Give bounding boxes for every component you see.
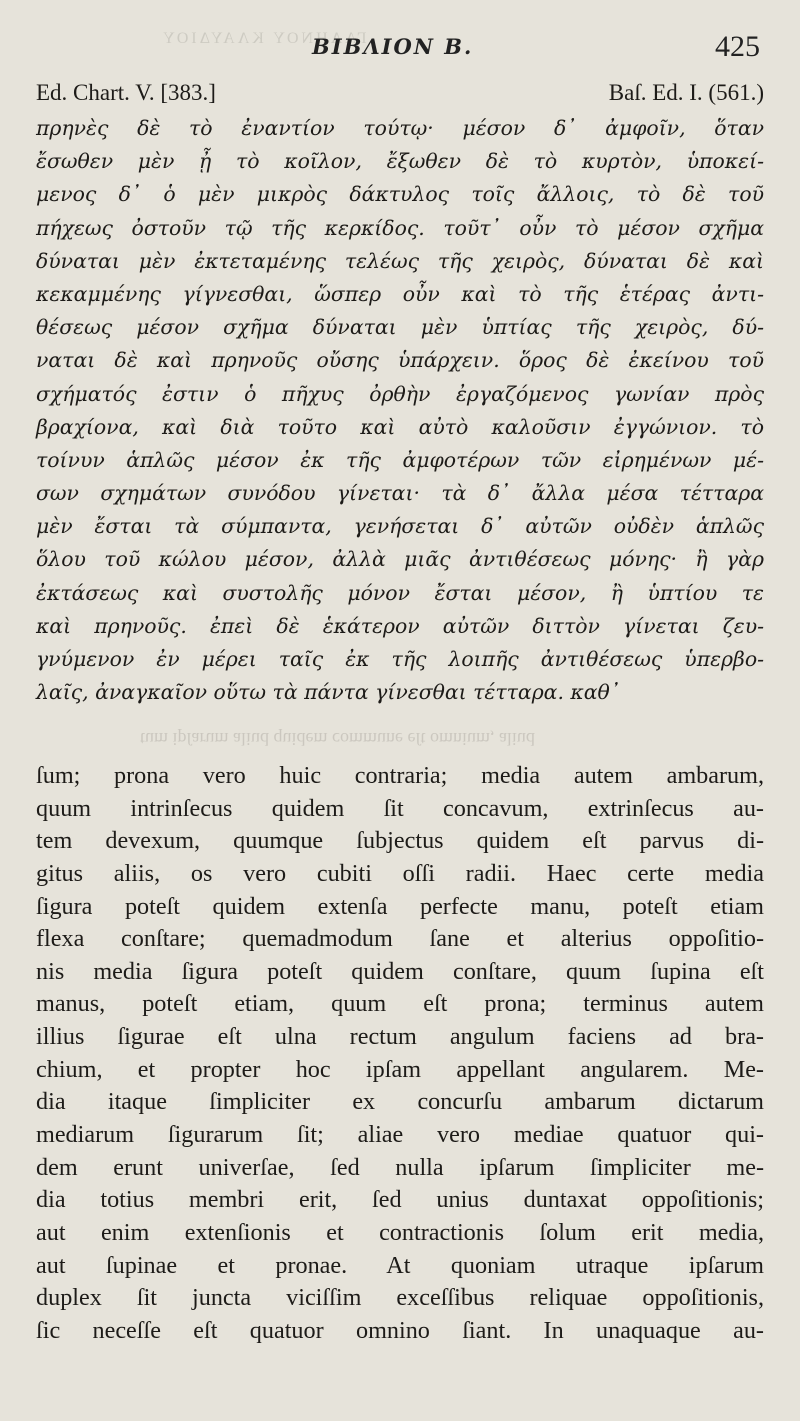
- latin-line: ſum; prona vero huic contraria; media autem ambarum,: [36, 762, 764, 789]
- latin-text-block: [36, 760, 764, 1348]
- latin-line: dem erunt univerſae, ſed nulla ipſarum ſimpliciter me-: [36, 1153, 764, 1181]
- latin-line: aut enim extenſionis et contractionis ſolum erit media,: [36, 1218, 764, 1246]
- bleed-through-decoration: tum ipſarum aliud quidem commune eſt omnium, aliud: [140, 729, 535, 749]
- latin-line: flexa conſtare; quemadmodum ſane et alterius oppoſitio-: [36, 925, 764, 953]
- greek-line: τοίνυν ἁπλῶς μέσον ἐκ τῆς ἀμφοτέρων τῶν εἰρημένων μέ-: [36, 447, 764, 472]
- running-head: [0, 30, 800, 64]
- latin-line: ſic neceſſe eſt quatuor omnino ſiant. In unaquaque au-: [36, 1316, 764, 1344]
- greek-line: ναται δὲ καὶ πρηνοῦς οὔσης ὑπάρχειν. ὅρος δὲ ἐκείνου τοῦ: [36, 348, 764, 373]
- latin-line: tem devexum, quumque ſubjectus quidem eſt parvus di-: [36, 827, 764, 855]
- latin-line: duplex ſit juncta viciſſim exceſſibus reliquae oppoſitionis,: [36, 1284, 764, 1312]
- greek-line: μενος δ᾽ ὁ μὲν μικρὸς δάκτυλος τοῖς ἄλλοις, τὸ δὲ τοῦ: [36, 182, 764, 207]
- greek-line: ἐκτάσεως καὶ συστολῆς μόνον ἔσται μέσον, ἢ ὑπτίου τε: [36, 580, 764, 605]
- greek-line: βραχίονα, καὶ διὰ τοῦτο καὶ αὐτὸ καλοῦσιν ἐγγώνιον. τὸ: [36, 414, 764, 439]
- latin-line: illius ſigurae eſt ulna rectum angulum faciens ad bra-: [36, 1023, 764, 1051]
- greek-line: σων σχημάτων συνόδου γίνεται· τὰ δ᾽ ἄλλα μέσα τέτταρα: [36, 481, 764, 506]
- greek-line: δύναται μὲν ἐκτεταμένης τελέως τῆς χειρὸς, δύναται δὲ καὶ: [36, 248, 764, 273]
- latin-line: aut ſupinae et pronae. At quoniam utraque ipſarum: [36, 1251, 764, 1279]
- greek-line: καὶ πρηνοῦς. ἐπεὶ δὲ ἑκάτερον αὐτῶν διττὸν γίνεται ζευ-: [36, 613, 764, 638]
- greek-line: ὅλου τοῦ κώλου μέσον, ἀλλὰ μιᾶς ἀντιθέσεως μόνης· ἢ γὰρ: [36, 547, 764, 572]
- greek-line: ἔσωθεν μὲν ᾖ τὸ κοῖλον, ἔξωθεν δὲ τὸ κυρτὸν, ὑποκεί-: [36, 149, 764, 174]
- bleed-through-decoration: ΓΑΛΗΝΟΥ ΚΛΑΥΔΙΟΥ: [160, 30, 367, 47]
- greek-line: σχήματός ἐστιν ὁ πῆχυς ὀρθὴν ἐργαζόμενος γωνίαν πρὸς: [36, 381, 764, 406]
- greek-line: γνύμενον ἐν μέρει ταῖς ἐκ τῆς λοιπῆς ἀντιθέσεως ὑπερβο-: [36, 647, 764, 671]
- latin-line: dia itaque ſimpliciter ex concurſu ambarum dictarum: [36, 1088, 764, 1116]
- latin-line: gitus aliis, os vero cubiti oſſi radii. Haec certe media: [36, 859, 764, 887]
- latin-line: manus, poteſt etiam, quum eſt prona; terminus autem: [36, 990, 764, 1018]
- latin-line: mediarum ſigurarum ſit; aliae vero mediae quatuor qui-: [36, 1121, 764, 1149]
- edition-reference-line: [0, 80, 800, 108]
- page-number: 425: [715, 30, 760, 63]
- book-title: BIBΛΙΟΝ B.: [312, 34, 474, 59]
- greek-line: λαῖς, ἀναγκαῖον οὕτω τὰ πάντα γίνεσθαι τέτταρα. καθ᾽: [36, 680, 621, 705]
- chartier-edition-ref: Ed. Chart. V. [383.]: [36, 80, 216, 105]
- latin-line: ſigura poteſt quidem extenſa perfecte manu, poteſt etiam: [36, 892, 764, 920]
- latin-line: dia totius membri erit, ſed unius duntaxat oppoſitionis;: [36, 1186, 764, 1214]
- greek-line: θέσεως μέσον σχῆμα δύναται μὲν ὑπτίας τῆς χειρὸς, δύ-: [36, 315, 764, 340]
- greek-text-block: [36, 112, 764, 709]
- greek-line: πρηνὲς δὲ τὸ ἐναντίον τούτῳ· μέσον δ᾽ ἀμφοῖν, ὅταν: [36, 116, 764, 140]
- basel-edition-ref: Baſ. Ed. I. (561.): [608, 80, 764, 105]
- greek-line: μὲν ἔσται τὰ σύμπαντα, γενήσεται δ᾽ αὐτῶν οὐδὲν ἁπλῶς: [36, 514, 764, 539]
- latin-line: chium, et propter hoc ipſam appellant angularem. Me-: [36, 1055, 764, 1083]
- greek-line: κεκαμμένης γίγνεσθαι, ὥσπερ οὖν καὶ τὸ τῆς ἑτέρας ἀντι-: [36, 281, 764, 306]
- latin-line: quum intrinſecus quidem ſit concavum, extrinſecus au-: [36, 794, 764, 822]
- latin-line: nis media ſigura poteſt quidem conſtare, quum ſupina eſt: [36, 957, 764, 985]
- greek-line: πήχεως ὀστοῦν τῷ τῆς κερκίδος. τοῦτ᾽ οὖν τὸ μέσον σχῆμα: [36, 215, 764, 240]
